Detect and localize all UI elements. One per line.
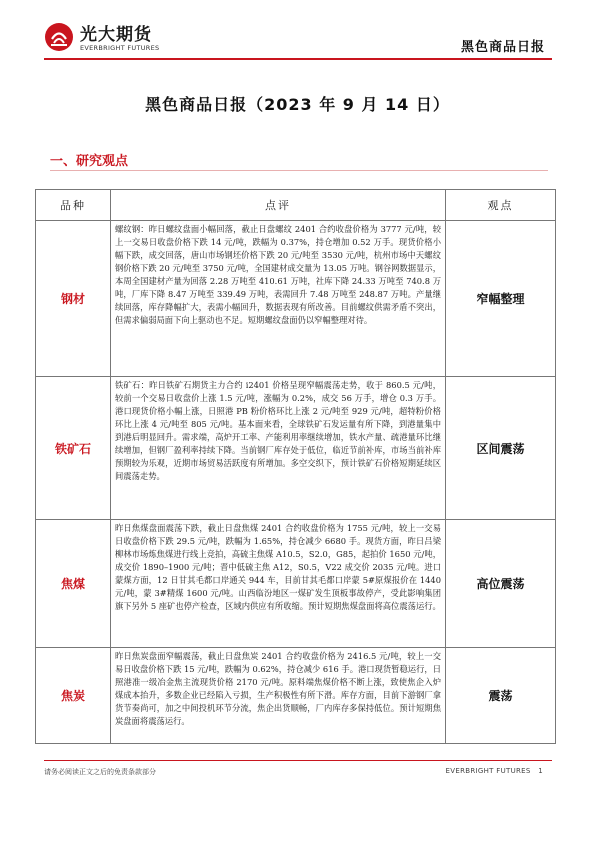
- page-number: 1: [538, 767, 543, 775]
- table-row: [36, 377, 556, 520]
- company-logo: [44, 20, 204, 60]
- everbright-logo-icon: [44, 22, 74, 52]
- footer-company-page: [446, 767, 543, 775]
- view-coke: 震荡: [446, 648, 556, 744]
- document-title: 黑色商品日报（2023 年 9 月 14 日）: [145, 95, 450, 114]
- comment-steel: 螺纹钢：昨日螺纹盘面小幅回落，截止日盘螺纹 2401 合约收盘价格为 3777 元/吨，较上一交易日收盘价格下跌 14 元/吨，跌幅为 0.37%，持仓增加 0.52 万手。现货价格小幅下跌，成交回落，唐山市场钢坯价格下跌 20 元/吨至 3530 元/吨，杭州市场中天螺纹钢价格下跌 20 元/吨至 3750 元/吨，全国建材成交量为 13.05 万吨。钢谷网数据显示，本周全国建材产量为回落 2.28 万吨至 410.61 万吨，社库下降 24.33 万吨至 740.8 万吨，厂库下降 8.47 万吨至 339.49 万吨，表需回升 7.48 万吨至 248.87 万吨。产量继续回落，库存降幅扩大，表需小幅回升，数据表现有所改善。目前螺纹供需矛盾不突出，但需求偏弱局面下向上驱动也不足。短期螺纹盘面仍以窄幅整理对待。: [111, 221, 446, 377]
- view-iron-ore: 区间震荡: [446, 377, 556, 520]
- header-divider: [44, 58, 552, 60]
- table-row: [36, 520, 556, 648]
- footer-divider: [44, 760, 552, 761]
- logo-chinese-name: 光大期货: [80, 25, 152, 45]
- category-coke: 焦炭: [36, 648, 111, 744]
- comment-coking-coal: 昨日焦煤盘面震荡下跌，截止日盘焦煤 2401 合约收盘价格为 1755 元/吨，较上一交易日收盘价格下跌 29.5 元/吨，跌幅为 1.65%，持仓减少 6680 手。现货方面，昨日吕梁柳林市场炼焦煤进行线上竞拍，高硫主焦煤 A10.5，S2.0，G85，起拍价 1650 元/吨，成交价 1890–1900 元/吨；晋中低硫主焦 A12，S0.5，V22 成交价 2035 元/吨。进口蒙煤方面，12 日甘其毛都口岸通关 944 车，目前甘其毛都口岸蒙 5#原煤报价在 1440 元/吨，蒙 3#精煤 1600 元/吨。山西临汾地区一煤矿发生顶板事故停产，受此影响集团旗下另外 5 座矿也停产检查，区域内供应有所收缩。预计短期焦煤盘面将高位震荡运行。: [111, 520, 446, 648]
- table-header-row: [36, 190, 556, 221]
- section-heading: 一、研究观点: [50, 154, 129, 169]
- header-category: 品种: [36, 190, 111, 221]
- view-coking-coal: 高位震荡: [446, 520, 556, 648]
- commodity-table: [35, 189, 556, 744]
- header-view: 观点: [446, 190, 556, 221]
- comment-coke: 昨日焦炭盘面窄幅震荡，截止日盘焦炭 2401 合约收盘价格为 2416.5 元/吨，较上一交易日收盘价格下跌 15 元/吨，跌幅为 0.62%，持仓减少 616 手。港口现货暂稳运行，日照港准一级冶金焦主流现货价格 2170 元/吨。原料端焦煤价格不断上涨，致使焦企入炉煤成本抬升，多数企业已经陷入亏损，生产积极性有所下滑。库存方面，目前下游钢厂拿货节奏尚可，加之中间投机环节分流，焦企出货顺畅，厂内库存多保持低位。预计短期焦炭盘面将震荡运行。: [111, 648, 446, 744]
- table-row: [36, 648, 556, 744]
- footer-disclaimer: 请务必阅读正文之后的免责条款部分: [44, 768, 156, 776]
- table-row: [36, 221, 556, 377]
- page-header: [0, 0, 595, 62]
- footer-company: EVERBRIGHT FUTURES: [445, 767, 531, 775]
- header-comment: 点评: [111, 190, 446, 221]
- category-steel: 钢材: [36, 221, 111, 377]
- section-divider: [50, 170, 548, 171]
- report-name: 黑色商品日报: [460, 40, 545, 55]
- view-steel: 窄幅整理: [446, 221, 556, 377]
- category-coking-coal: 焦煤: [36, 520, 111, 648]
- logo-english-name: EVERBRIGHT FUTURES: [80, 44, 160, 52]
- category-iron-ore: 铁矿石: [36, 377, 111, 520]
- comment-iron-ore: 铁矿石：昨日铁矿石期货主力合约 i2401 价格呈现窄幅震荡走势，收于 860.5 元/吨，较前一个交易日收盘价上涨 1.5 元/吨，涨幅为 0.2%，成交 56 万手，增仓 0.3 万手。港口现货价格小幅上涨，日照港 PB 粉价格环比上涨 2 元/吨至 929 元/吨，超特粉价格环比上涨 4 元/吨至 805 元/吨。基本面来看，全球铁矿石发运量有所下降，到港量集中到港后明显回升。需求端，高炉开工率、产能利用率继续增加，铁水产量、疏港量环比继续增加，但钢厂盈利率持续下降。当前钢厂库存处于低位，临近节前补库，市场当前补库预期较为乐观，近期市场贸易活跃度有所增加。多空交织下，预计铁矿石价格短期延续区间震荡走势。: [111, 377, 446, 520]
